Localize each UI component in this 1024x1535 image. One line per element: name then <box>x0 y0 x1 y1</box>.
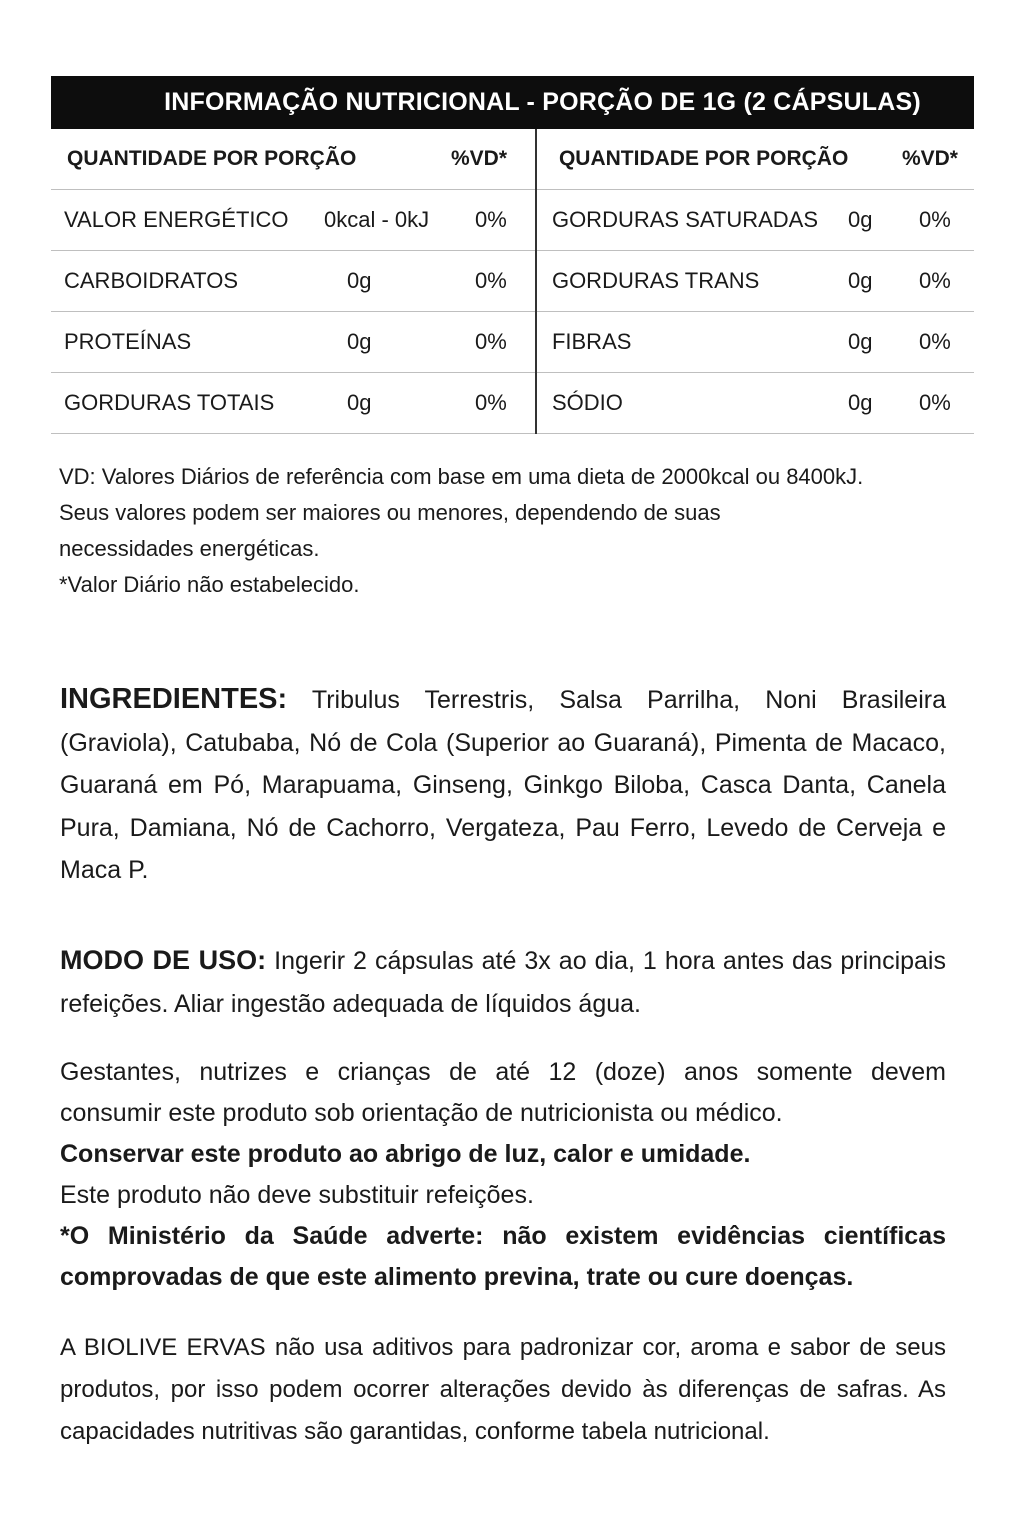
table-header-row <box>51 129 535 190</box>
nutrient-vd: 0% <box>918 390 951 415</box>
nutrient-quantity: 0g <box>847 207 873 232</box>
nutrient-quantity: 0g <box>347 268 372 293</box>
nutrient-name: SÓDIO <box>551 390 623 415</box>
nutrient-vd: 0% <box>475 207 507 232</box>
ingredients-text: Tribulus Terrestris, Salsa Parrilha, Noni Brasileira (Graviola), Catubaba, Nó de Cola (Superior ao Guaraná), Pimenta de Macaco, Guaraná em Pó, Marapuama, Ginseng, Ginkgo Biloba, Casca Danta, Canela Pura, Damiana, Nó de Cachorro, Vergateza, Pau Ferro, Levedo de Cerveja e Maca P. <box>60 686 946 884</box>
usage-paragraph <box>60 939 946 1025</box>
warning-ministerio-line1: *O Ministério da Saúde adverte: não existem evidências científicas <box>60 1222 946 1250</box>
nutrient-name: GORDURAS TRANS <box>551 268 760 293</box>
nutrition-column-left <box>51 129 535 434</box>
header-quantity: QUANTIDADE POR PORÇÃO <box>558 147 849 170</box>
nutrient-vd: 0% <box>475 329 507 354</box>
table-header-row <box>537 129 974 190</box>
nutrient-quantity: 0g <box>847 390 873 415</box>
table-row <box>51 312 535 373</box>
nutrition-table <box>51 76 974 434</box>
nutrient-quantity: 0g <box>347 390 372 415</box>
nutrient-name: GORDURAS TOTAIS <box>64 390 275 415</box>
nutrition-table-title: INFORMAÇÃO NUTRICIONAL - PORÇÃO DE 1G (2 CÁPSULAS) <box>51 76 974 129</box>
header-vd: %VD* <box>451 147 508 170</box>
nutrient-quantity: 0g <box>847 329 873 354</box>
warnings-block <box>60 1052 946 1298</box>
warning-gestantes-line1: Gestantes, nutrizes e crianças de até 12 (doze) anos somente devem <box>60 1058 946 1086</box>
vd-notes <box>59 459 989 603</box>
biolive-paragraph: A BIOLIVE ERVAS não usa aditivos para padronizar cor, aroma e sabor de seus produtos, por isso podem ocorrer alterações devido às diferenças de safras. As capacidades nutritivas são garantidas, conforme tabela nutricional. <box>60 1334 946 1445</box>
table-row <box>51 373 535 434</box>
header-quantity: QUANTIDADE POR PORÇÃO <box>67 147 357 170</box>
nutrient-vd: 0% <box>918 329 951 354</box>
warning-conservar: Conservar este produto ao abrigo de luz, calor e umidade. <box>60 1140 751 1168</box>
table-row <box>51 251 535 312</box>
warning-substituir: Este produto não deve substituir refeições. <box>60 1181 534 1209</box>
table-row <box>537 190 974 251</box>
table-row <box>537 251 974 312</box>
vd-note-line: necessidades energéticas. <box>59 536 320 561</box>
nutrient-name: GORDURAS SATURADAS <box>551 207 819 232</box>
ingredients-paragraph <box>60 678 946 892</box>
nutrient-name: VALOR ENERGÉTICO <box>64 207 289 232</box>
header-vd: %VD* <box>901 147 958 170</box>
nutrient-vd: 0% <box>475 268 507 293</box>
nutrition-table-body <box>51 129 974 434</box>
ingredients-label: INGREDIENTES: <box>60 683 288 715</box>
table-row <box>537 312 974 373</box>
vd-note-line: VD: Valores Diários de referência com base em uma dieta de 2000kcal ou 8400kJ. <box>59 464 864 489</box>
vd-note-line: *Valor Diário não estabelecido. <box>59 572 360 597</box>
usage-text: Ingerir 2 cápsulas até 3x ao dia, 1 hora antes das principais refeições. Aliar ingestão adequada de líquidos água. <box>60 947 946 1018</box>
nutrient-vd: 0% <box>475 390 507 415</box>
nutrient-vd: 0% <box>918 268 951 293</box>
vd-note-line: Seus valores podem ser maiores ou menores, dependendo de suas <box>59 500 721 525</box>
nutrient-quantity: 0kcal - 0kJ <box>324 207 430 232</box>
nutrient-quantity: 0g <box>347 329 372 354</box>
nutrient-name: FIBRAS <box>551 329 632 354</box>
nutrient-name: PROTEÍNAS <box>64 329 192 354</box>
nutrition-column-right <box>535 129 974 434</box>
usage-label: MODO DE USO: <box>60 945 267 975</box>
warning-gestantes-line2: consumir este produto sob orientação de nutricionista ou médico. <box>60 1099 783 1127</box>
table-row <box>51 190 535 251</box>
nutrient-quantity: 0g <box>847 268 873 293</box>
nutrient-name: CARBOIDRATOS <box>64 268 238 293</box>
nutrient-vd: 0% <box>918 207 951 232</box>
table-row <box>537 373 974 434</box>
warning-ministerio-line2: comprovadas de que este alimento previna, trate ou cure doenças. <box>60 1263 854 1291</box>
